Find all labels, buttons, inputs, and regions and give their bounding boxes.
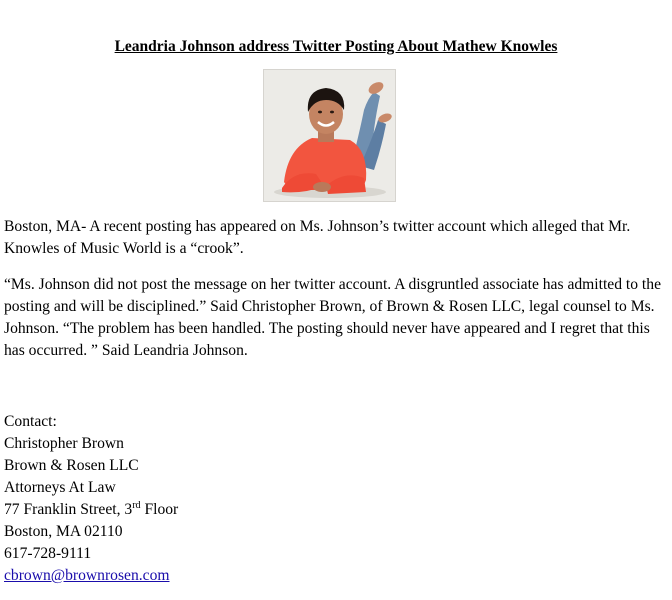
contact-floor-suffix: Floor <box>140 501 179 518</box>
contact-floor-superscript: rd <box>132 499 141 511</box>
paragraph-intro: Boston, MA- A recent posting has appeared on Ms. Johnson’s twitter account which alleged that Mr. Knowles of Music World is a “crook”. <box>4 218 631 257</box>
portrait-illustration <box>264 70 395 201</box>
portrait-photo <box>263 69 396 202</box>
contact-phone: 617-728-9111 <box>4 545 92 562</box>
contact-street-text: 77 Franklin Street, 3 <box>4 501 133 518</box>
contact-block <box>4 411 178 587</box>
contact-heading: Contact: <box>4 413 57 430</box>
paragraph-statement: “Ms. Johnson did not post the message on her twitter account. A disgruntled associate has admitted to the posting and will be disciplined.” Said Christopher Brown, of Brown & Rosen LLC, legal counsel to Ms. Johnson. “The problem has been handled. The posting should never have appeared and I regret that this has occurred. ” Said Leandria Johnson. <box>4 276 661 359</box>
contact-city: Boston, MA 02110 <box>4 523 123 540</box>
contact-name: Christopher Brown <box>4 435 124 452</box>
contact-street <box>4 499 178 521</box>
contact-firm: Brown & Rosen LLC <box>4 457 139 474</box>
contact-role: Attorneys At Law <box>4 479 116 496</box>
contact-email-link[interactable]: cbrown@brownrosen.com <box>4 567 170 584</box>
document-title: Leandria Johnson address Twitter Posting About Mathew Knowles <box>114 38 558 55</box>
